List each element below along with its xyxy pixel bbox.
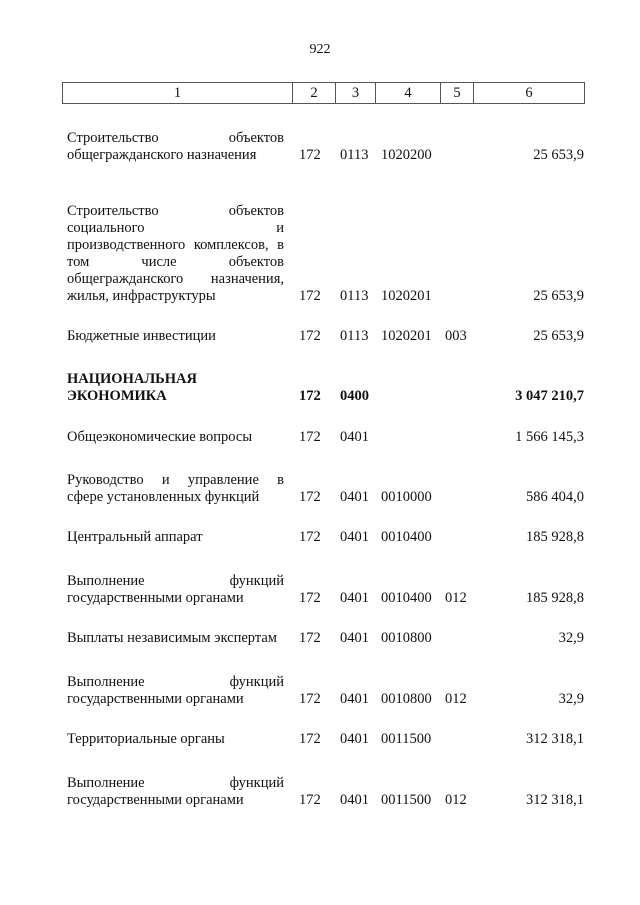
column-header-3: 3 (336, 83, 376, 104)
target-article-code: 0010800 (381, 691, 432, 707)
column-header-4: 4 (376, 83, 441, 104)
description-line: Бюджетные инвестиции (67, 328, 216, 344)
section-code: 0401 (340, 529, 369, 545)
column-header-5: 5 (441, 83, 474, 104)
description-line: Общеэкономические вопросы (67, 429, 253, 445)
amount: 25 653,9 (533, 147, 584, 163)
section-code: 0400 (340, 388, 369, 404)
expense-type-code: 012 (445, 792, 467, 808)
target-article-code: 0011500 (381, 792, 432, 808)
row-description (67, 203, 284, 305)
description-line: НАЦИОНАЛЬНАЯ (67, 371, 197, 387)
description-line: Центральный аппарат (67, 529, 203, 545)
expense-type-code: 012 (445, 691, 467, 707)
ministry-code: 172 (299, 147, 321, 163)
target-article-code: 0010000 (381, 489, 432, 505)
amount: 25 653,9 (533, 288, 584, 304)
section-code: 0401 (340, 630, 369, 646)
description-line: производственного комплексов, в (67, 237, 284, 253)
description-line: общегражданского назначения (67, 147, 257, 163)
amount: 32,9 (558, 630, 584, 646)
description-line: жилья, инфраструктуры (67, 288, 216, 304)
section-code: 0401 (340, 429, 369, 445)
description-line: Строительство объектов (67, 203, 284, 219)
description-line: социального и (67, 220, 284, 236)
row-description (67, 775, 284, 809)
ministry-code: 172 (299, 388, 321, 404)
row-description (67, 630, 284, 647)
section-code: 0113 (340, 328, 369, 344)
target-article-code: 0010400 (381, 529, 432, 545)
description-line: Выполнение функций (67, 674, 284, 690)
amount: 32,9 (558, 691, 584, 707)
expense-type-code: 003 (445, 328, 467, 344)
amount: 3 047 210,7 (515, 388, 584, 404)
ministry-code: 172 (299, 489, 321, 505)
row-description (67, 130, 284, 164)
section-code: 0401 (340, 691, 369, 707)
ministry-code: 172 (299, 630, 321, 646)
section-code: 0401 (340, 792, 369, 808)
description-line: общегражданского назначения, (67, 271, 284, 287)
row-description (67, 472, 284, 506)
column-header-2: 2 (293, 83, 336, 104)
row-description (67, 529, 284, 546)
description-line: Строительство объектов (67, 130, 284, 146)
description-line: государственными органами (67, 590, 244, 606)
row-description (67, 674, 284, 708)
description-line: Выплаты независимым экспертам (67, 630, 277, 646)
description-line: сфере установленных функций (67, 489, 260, 505)
ministry-code: 172 (299, 529, 321, 545)
description-line: том числе объектов (67, 254, 284, 270)
section-code: 0113 (340, 288, 369, 304)
target-article-code: 0010800 (381, 630, 432, 646)
section-code: 0401 (340, 489, 369, 505)
expense-type-code: 012 (445, 590, 467, 606)
target-article-code: 1020201 (381, 328, 432, 344)
target-article-code: 1020200 (381, 147, 432, 163)
description-line: Выполнение функций (67, 573, 284, 589)
description-line: Руководство и управление в (67, 472, 284, 488)
ministry-code: 172 (299, 792, 321, 808)
section-code: 0113 (340, 147, 369, 163)
target-article-code: 0011500 (381, 731, 432, 747)
row-description (67, 731, 284, 748)
section-code: 0401 (340, 590, 369, 606)
amount: 25 653,9 (533, 328, 584, 344)
column-header-table (62, 82, 585, 104)
ministry-code: 172 (299, 731, 321, 747)
row-description (67, 371, 284, 405)
column-header-6: 6 (474, 83, 585, 104)
amount: 185 928,8 (526, 590, 584, 606)
ministry-code: 172 (299, 429, 321, 445)
row-description (67, 573, 284, 607)
amount: 586 404,0 (526, 489, 584, 505)
amount: 185 928,8 (526, 529, 584, 545)
ministry-code: 172 (299, 288, 321, 304)
section-code: 0401 (340, 731, 369, 747)
ministry-code: 172 (299, 691, 321, 707)
amount: 1 566 145,3 (515, 429, 584, 445)
row-description (67, 429, 284, 446)
ministry-code: 172 (299, 328, 321, 344)
description-line: Территориальные органы (67, 731, 225, 747)
ministry-code: 172 (299, 590, 321, 606)
amount: 312 318,1 (526, 792, 584, 808)
description-line: ЭКОНОМИКА (67, 388, 167, 404)
description-line: государственными органами (67, 691, 244, 707)
amount: 312 318,1 (526, 731, 584, 747)
row-description (67, 328, 284, 345)
description-line: государственными органами (67, 792, 244, 808)
column-header-1: 1 (63, 83, 293, 104)
target-article-code: 0010400 (381, 590, 432, 606)
target-article-code: 1020201 (381, 288, 432, 304)
description-line: Выполнение функций (67, 775, 284, 791)
page-number: 922 (309, 42, 331, 57)
